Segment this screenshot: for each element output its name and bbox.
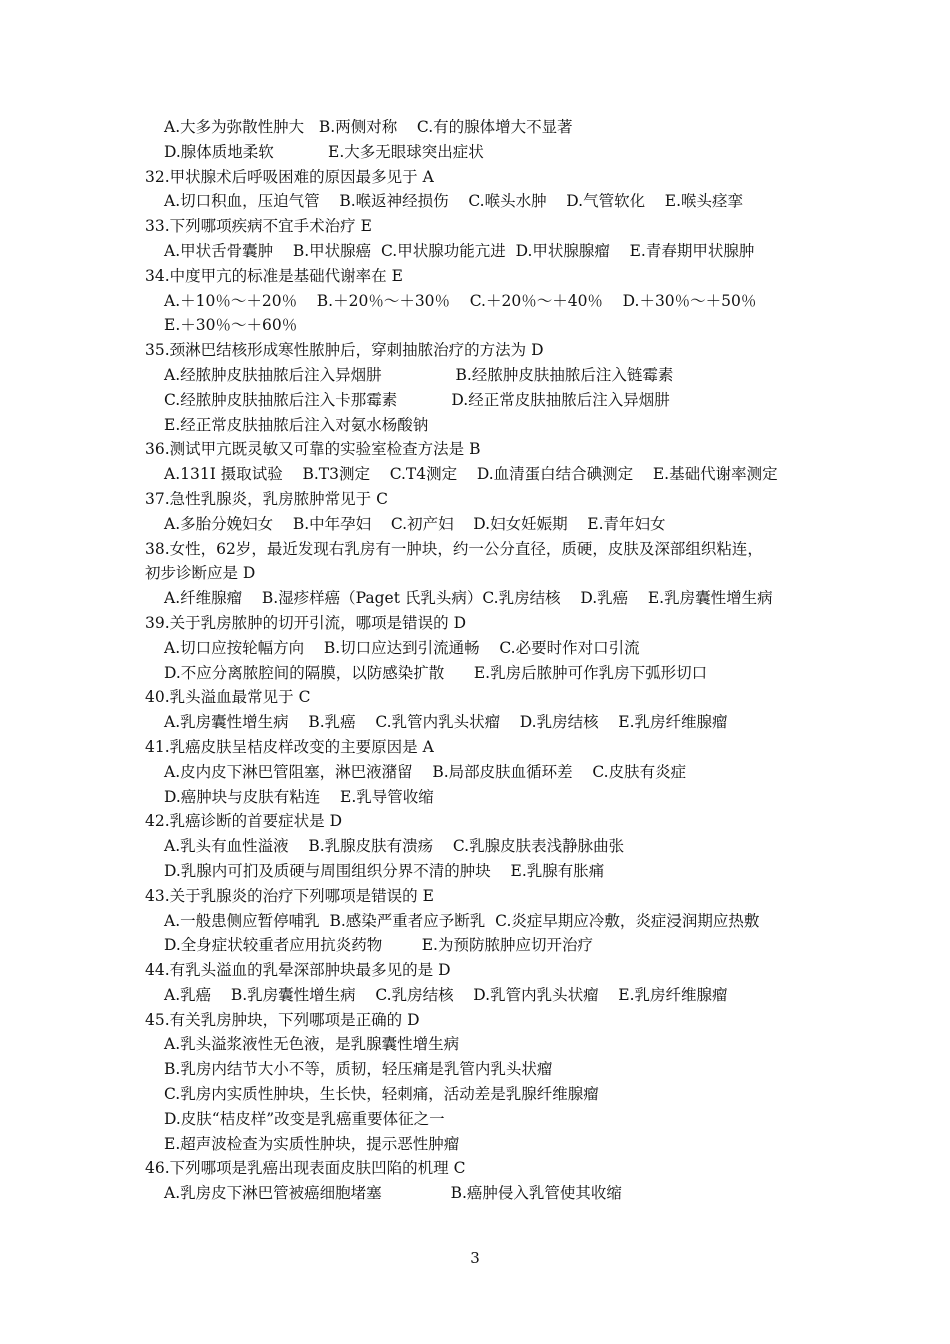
answer-options: A.大多为弥散性肿大 B.两侧对称 C.有的腺体增大不显著 (164, 118, 573, 136)
answer-options: D.癌肿块与皮肤有粘连 E.乳导管收缩 (164, 787, 434, 806)
question-text: 46.下列哪项是乳癌出现表面皮肤凹陷的机理 C (145, 1159, 466, 1178)
answer-options: D.腺体质地柔软 E.大多无眼球突出症状 (164, 142, 484, 161)
answer-options: D.不应分离脓腔间的隔膜，以防感染扩散 E.乳房后脓肿可作乳房下弧形切口 (164, 663, 708, 682)
answer-options: D.皮肤“桔皮样”改变是乳癌重要体征之一 (164, 1109, 445, 1128)
answer-options: A.切口应按轮幅方向 B.切口应达到引流通畅 C.必要时作对口引流 (164, 638, 640, 657)
question-text: 39.关于乳房脓肿的切开引流，哪项是错误的 D (145, 613, 467, 632)
answer-options: A.多胎分娩妇女 B.中年孕妇 C.初产妇 D.妇女妊娠期 E.青年妇女 (164, 514, 666, 533)
question-text: 34.中度甲亢的标准是基础代谢率在 E (145, 266, 403, 285)
question-text: 36.测试甲亢既灵敏又可靠的实验室检查方法是 B (145, 440, 481, 459)
answer-options: A.甲状舌骨囊肿 B.甲状腺癌 C.甲状腺功能亢进 D.甲状腺腺瘤 E.青春期甲状腺肿 (164, 241, 755, 260)
answer-options: A.131I 摄取试验 B.T3测定 C.T4测定 D.血清蛋白结合碘测定 E.基础代谢率测定 (164, 465, 778, 484)
answer-options: A.乳房囊性增生病 B.乳癌 C.乳管内乳头状瘤 D.乳房结核 E.乳房纤维腺瘤 (164, 713, 728, 732)
answer-options: A.经脓肿皮肤抽脓后注入异烟肼 B.经脓肿皮肤抽脓后注入链霉素 (164, 365, 674, 384)
answer-options: C.经脓肿皮肤抽脓后注入卡那霉素 D.经正常皮肤抽脓后注入异烟肼 (164, 390, 670, 409)
answer-options: A.乳房皮下淋巴管被癌细胞堵塞 B.癌肿侵入乳管使其收缩 (164, 1184, 622, 1203)
question-list (145, 115, 825, 1206)
page-number: 3 (470, 1249, 480, 1267)
answer-options: A.＋10％～＋20％ B.＋20％～＋30％ C.＋20％～＋40％ D.＋30％～＋50％ (164, 291, 757, 310)
answer-options: B.乳房内结节大小不等，质韧，轻压痛是乳管内乳头状瘤 (164, 1060, 553, 1079)
question-text: 38.女性，62岁，最近发现右乳房有一肿块，约一公分直径，质硬，皮肤及深部组织粘连， (145, 539, 763, 558)
question-text: 43.关于乳腺炎的治疗下列哪项是错误的 E (145, 886, 434, 905)
answer-options: A.乳头溢浆液性无色液，是乳腺囊性增生病 (164, 1035, 460, 1054)
answer-options: E.超声波检查为实质性肿块，提示恶性肿瘤 (164, 1134, 460, 1153)
question-text: 32.甲状腺术后呼吸困难的原因最多见于 A (145, 167, 434, 186)
question-text: 33.下列哪项疾病不宜手术治疗 E (145, 217, 372, 236)
answer-options: E.＋30％～＋60％ (164, 316, 298, 335)
question-text: 35.颈淋巴结核形成寒性脓肿后，穿刺抽脓治疗的方法为 D (145, 341, 544, 360)
answer-options: A.切口积血，压迫气管 B.喉返神经损伤 C.喉头水肿 D.气管软化 E.喉头痉挛 (164, 192, 744, 211)
answer-options: A.皮内皮下淋巴管阻塞，淋巴液潴留 B.局部皮肤血循环差 C.皮肤有炎症 (164, 762, 687, 781)
question-text: 40.乳头溢血最常见于 C (145, 688, 311, 707)
question-text: 41.乳癌皮肤呈桔皮样改变的主要原因是 A (145, 737, 434, 756)
question-text: 初步诊断应是 D (145, 564, 256, 583)
answer-options: C.乳房内实质性肿块，生长快，轻刺痛，活动差是乳腺纤维腺瘤 (164, 1085, 599, 1104)
answer-options: A.乳头有血性溢液 B.乳腺皮肤有溃疡 C.乳腺皮肤表浅静脉曲张 (164, 837, 625, 856)
answer-options: D.全身症状较重者应用抗炎药物 E.为预防脓肿应切开治疗 (164, 936, 593, 955)
question-text: 37.急性乳腺炎，乳房脓肿常见于 C (145, 489, 388, 508)
answer-options: E.经正常皮肤抽脓后注入对氨水杨酸钠 (164, 415, 429, 434)
answer-options: D.乳腺内可扪及质硬与周围组织分界不清的肿块 E.乳腺有胀痛 (164, 861, 605, 880)
answer-options: A.一般患侧应暂停哺乳 B.感染严重者应予断乳 C.炎症早期应冷敷，炎症浸润期应热敷 (164, 911, 760, 930)
answer-options: A.纤维腺瘤 B.湿疹样癌（Paget 氏乳头病）C.乳房结核 D.乳癌 E.乳房囊性增生病 (164, 589, 773, 608)
question-text: 44.有乳头溢血的乳晕深部肿块最多见的是 D (145, 961, 451, 980)
answer-options: A.乳癌 B.乳房囊性增生病 C.乳房结核 D.乳管内乳头状瘤 E.乳房纤维腺瘤 (164, 985, 728, 1004)
question-text: 42.乳癌诊断的首要症状是 D (145, 812, 343, 831)
question-text: 45.有关乳房肿块，下列哪项是正确的 D (145, 1010, 420, 1029)
